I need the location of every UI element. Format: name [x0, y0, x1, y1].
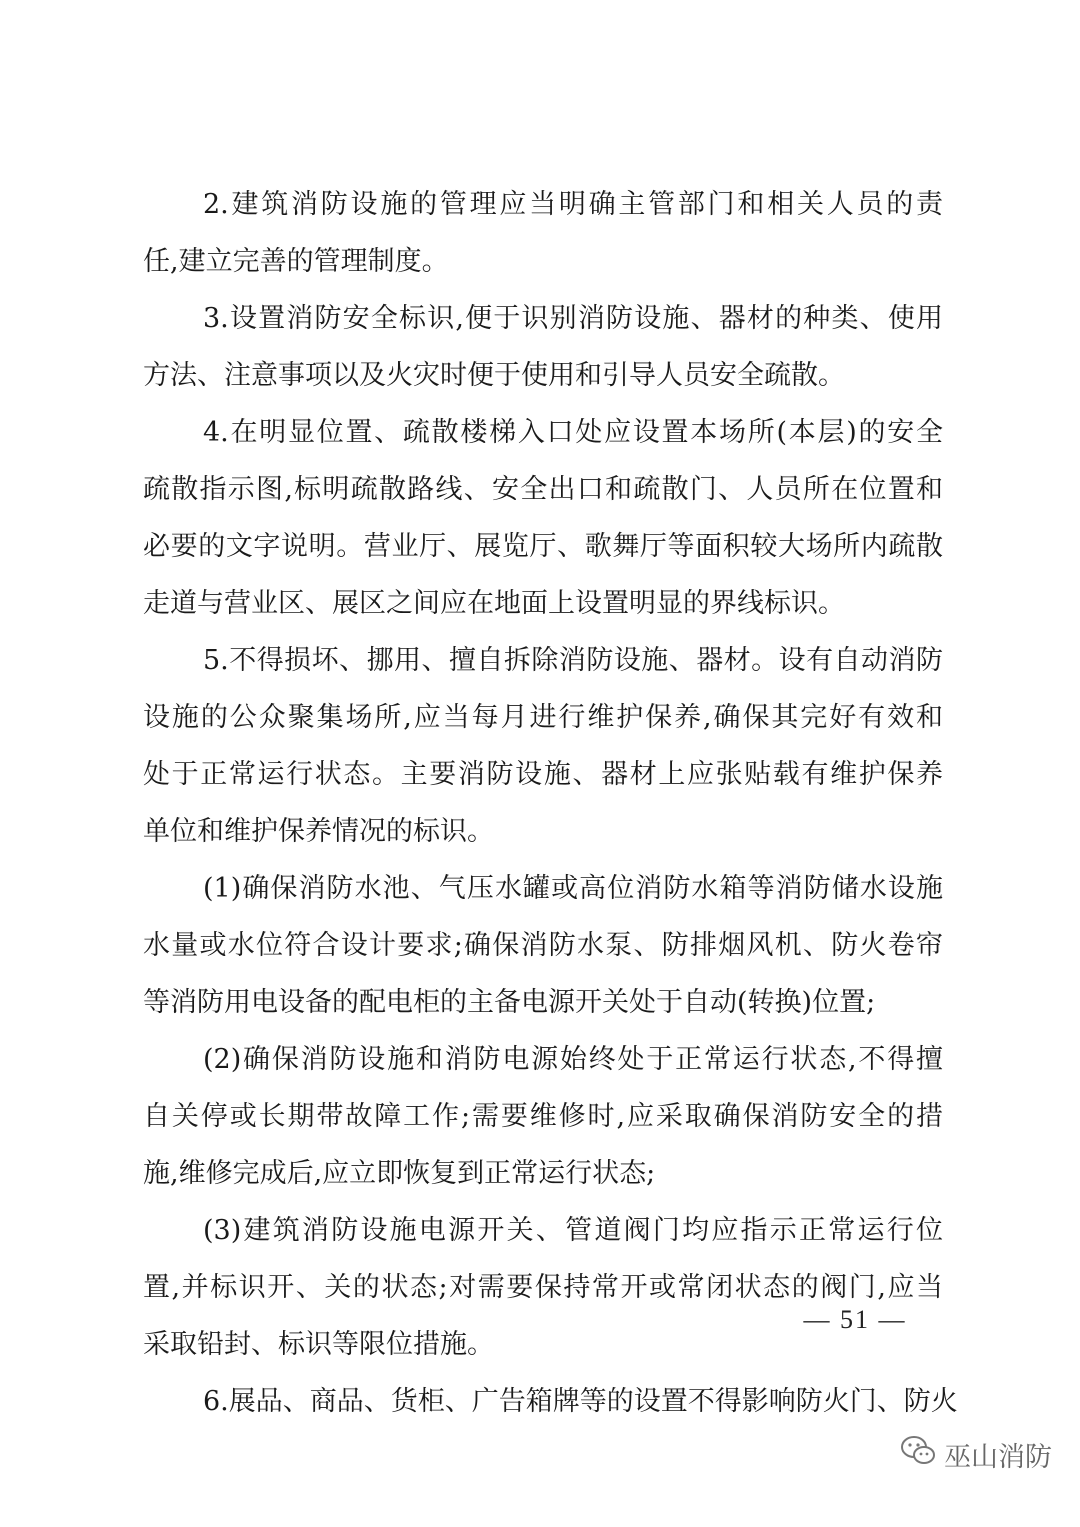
item-2-line-3: 施,维修完成后,应立即恢复到正常运行状态;: [143, 1158, 656, 1189]
item-3-line-1: (3)建筑消防设施电源开关、管道阀门均应指示正常运行位: [203, 1215, 943, 1246]
paragraph-3-line-1: 3.设置消防安全标识,便于识别消防设施、器材的种类、使用: [203, 303, 943, 334]
item-1-line-1: (1)确保消防水池、气压水罐或高位消防水箱等消防储水设施: [203, 873, 943, 904]
paragraph-5-line-2: 设施的公众聚集场所,应当每月进行维护保养,确保其完好有效和: [143, 702, 943, 733]
paragraph-4-line-2: 疏散指示图,标明疏散路线、安全出口和疏散门、人员所在位置和: [143, 474, 943, 505]
page-number: — 51 —: [803, 1305, 907, 1334]
paragraph-5-line-3: 处于正常运行状态。主要消防设施、器材上应张贴载有维护保养: [143, 759, 943, 790]
body-text: [143, 176, 958, 1430]
item-2-line-1: (2)确保消防设施和消防电源始终处于正常运行状态,不得擅: [203, 1044, 943, 1075]
paragraph-5-line-4: 单位和维护保养情况的标识。: [143, 816, 494, 847]
paragraph-6-line-1: 6.展品、商品、货柜、广告箱牌等的设置不得影响防火门、防火: [203, 1386, 958, 1417]
item-3-line-3: 采取铅封、标识等限位措施。: [143, 1329, 494, 1360]
account-watermark: [900, 1432, 1052, 1476]
paragraph-4-line-4: 走道与营业区、展区之间应在地面上设置明显的界线标识。: [143, 588, 845, 619]
item-1-line-2: 水量或水位符合设计要求;确保消防水泵、防排烟风机、防火卷帘: [143, 930, 943, 961]
wechat-icon: [900, 1435, 936, 1474]
paragraph-4-line-1: 4.在明显位置、疏散楼梯入口处应设置本场所(本层)的安全: [203, 417, 943, 448]
paragraph-2-line-1: 2.建筑消防设施的管理应当明确主管部门和相关人员的责: [203, 189, 943, 220]
item-1-line-3: 等消防用电设备的配电柜的主备电源开关处于自动(转换)位置;: [143, 987, 876, 1018]
item-3-line-2: 置,并标识开、关的状态;对需要保持常开或常闭状态的阀门,应当: [143, 1272, 943, 1303]
paragraph-3-line-2: 方法、注意事项以及火灾时便于使用和引导人员安全疏散。: [143, 360, 845, 391]
paragraph-4-line-3: 必要的文字说明。营业厅、展览厅、歌舞厅等面积较大场所内疏散: [143, 531, 943, 562]
watermark-text: 巫山消防: [944, 1441, 1052, 1473]
paragraph-5-line-1: 5.不得损坏、挪用、擅自拆除消防设施、器材。设有自动消防: [203, 645, 943, 676]
item-2-line-2: 自关停或长期带故障工作;需要维修时,应采取确保消防安全的措: [143, 1101, 943, 1132]
paragraph-2-line-2: 任,建立完善的管理制度。: [143, 246, 449, 277]
